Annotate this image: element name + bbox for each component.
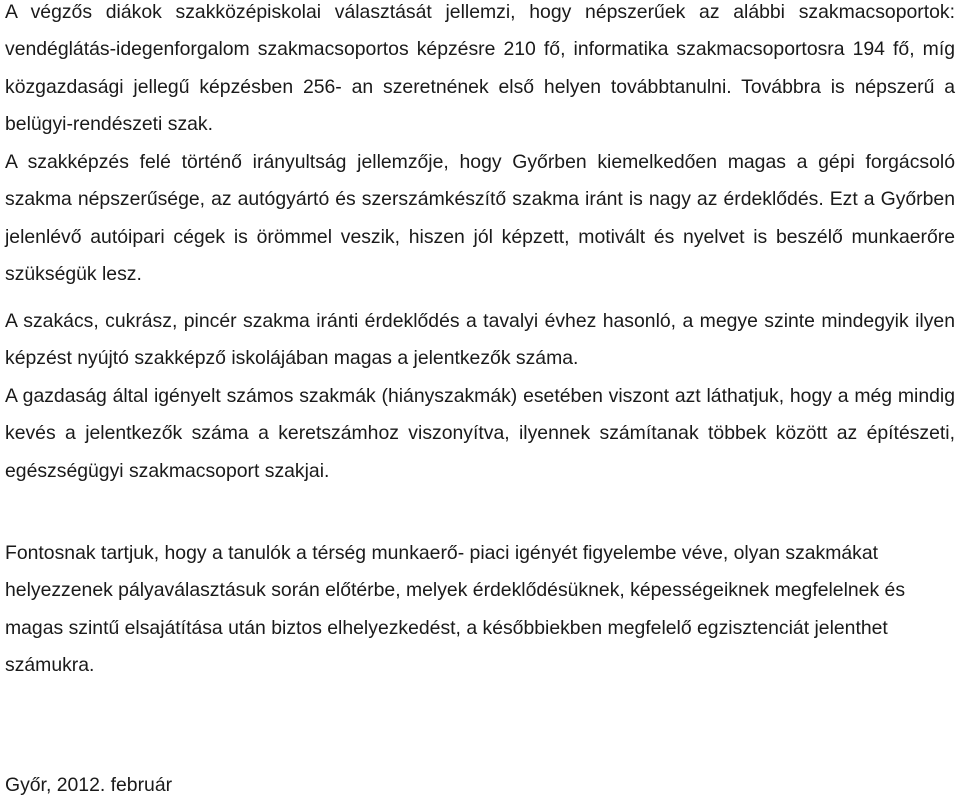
paragraph-school-choice: A végzős diákok szakközépiskolai választását jellemzi, hogy népszerűek az alábbi szakmacsoportok: vendéglátás-idegenforgalom szakmacsoportos képzésre 210 fő, informatika szakmacsoportosra 194 fő, míg közgazdasági jellegű képzésben 256- an szeretnének első helyen továbbtanulni. Továbbra is népszerű a belügyi-rendészeti szak.	[5, 1, 955, 136]
paragraph-shortage-trades: A gazdaság által igényelt számos szakmák (hiányszakmák) esetében viszont azt láthatjuk, hogy a még mindig kevés a jelentkezők száma a keretszámhoz viszonyítva, ilyennek számítanak többek között az építészeti, egészségügyi szakmacsoport szakjai.	[5, 385, 955, 482]
paragraph-catering-trades: A szakács, cukrász, pincér szakma iránti érdeklődés a tavalyi évhez hasonló, a megye szinte mindegyik ilyen képzést nyújtó szakképző iskolájában magas a jelentkezők száma.	[5, 310, 955, 370]
paragraph-recommendation: Fontosnak tartjuk, hogy a tanulók a térség munkaerő- piaci igényét figyelembe véve, olyan szakmákat helyezzenek pályaválasztásuk során előtérbe, melyek érdeklődésüknek, képességeiknek megfelelnek és magas szintű elsajátítása után biztos elhelyezkedést, a későbbiekben megfelelő egzisztenciát jelenthet számukra.	[5, 542, 906, 677]
paragraph-vocational-orientation: A szakképzés felé történő irányultság jellemzője, hogy Győrben kiemelkedően magas a gépi forgácsoló szakma népszerűsége, az autógyártó és szerszámkészítő szakma iránt is nagy az érdeklődés. Ezt a Győrben jelenlévő autóipari cégek is örömmel veszik, hiszen jól képzett, motivált és nyelvet is beszélő munkaerőre szükségük lesz.	[5, 151, 955, 286]
place-date-line: Győr, 2012. február	[5, 774, 173, 796]
